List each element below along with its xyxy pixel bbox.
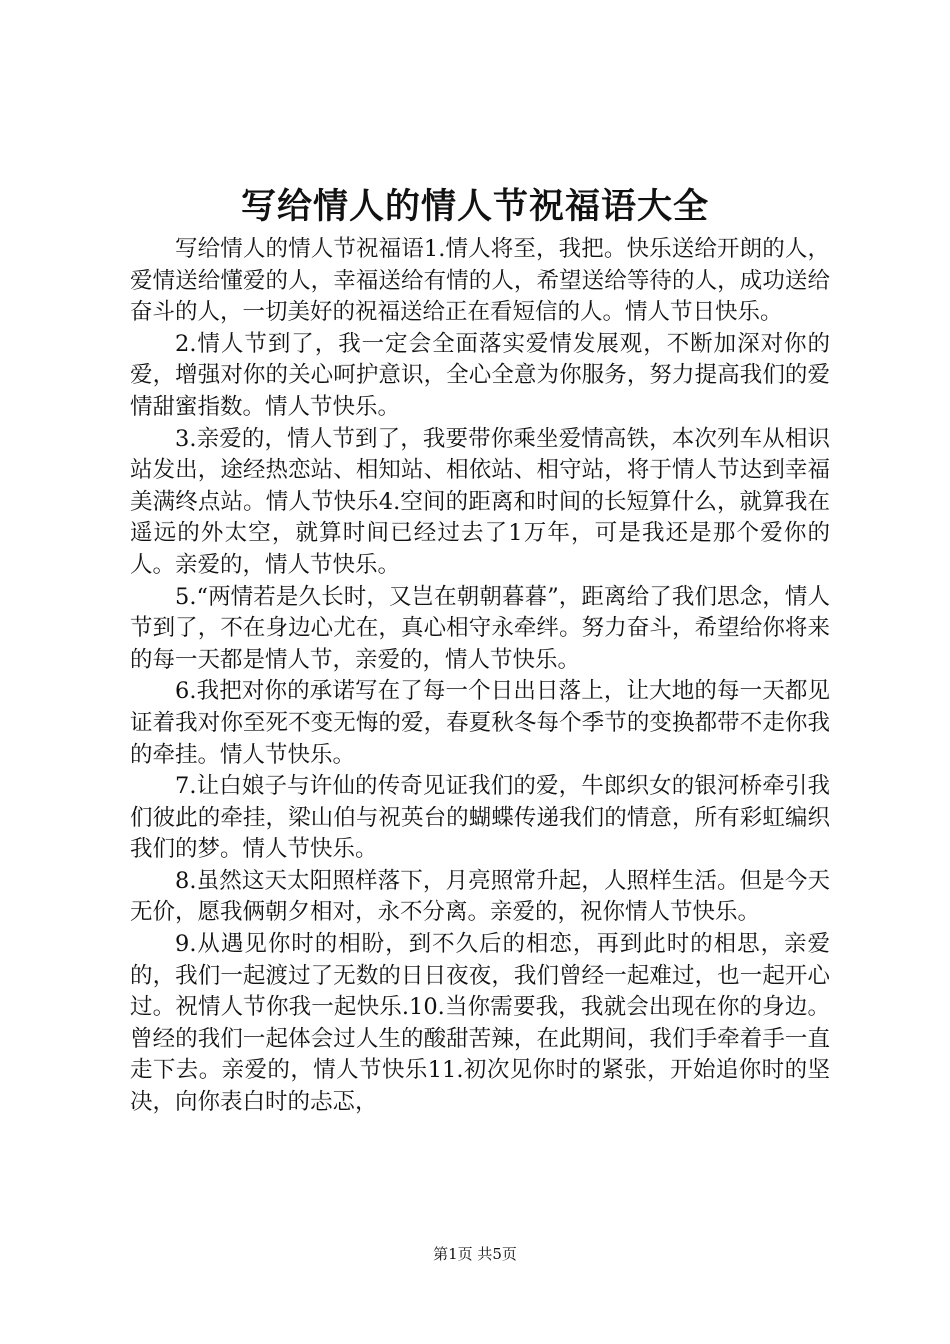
paragraph-7: 7.让白娘子与许仙的传奇见证我们的爱，牛郎织女的银河桥牵引我们彼此的牵挂，梁山伯与祝英台的蝴蝶传递我们的情意，所有彩虹编织我们的梦。情人节快乐。 — [130, 773, 830, 863]
paragraph-9: 9.从遇见你时的相盼，到不久后的相恋，再到此时的相思，亲爱的，我们一起渡过了无数的日日夜夜，我们曾经一起难过，也一起开心过。祝情人节你我一起快乐.10.当你需要我，我就会出现在你的身边。曾经的我们一起体会过人生的酸甜苦辣，在此期间，我们手牵着手一直走下去。亲爱的，情人节快乐11.初次见你时的紧张，开始追你时的坚决，向你表白时的忐忑， — [130, 931, 830, 1116]
paragraph-3: 3.亲爱的，情人节到了，我要带你乘坐爱情高铁，本次列车从相识站发出，途经热恋站、相知站、相依站、相守站，将于情人节达到幸福美满终点站。情人节快乐4.空间的距离和时间的长短算什么，就算我在遥远的外太空，就算时间已经过去了1万年，可是我还是那个爱你的人。亲爱的，情人节快乐。 — [130, 425, 830, 578]
paragraph-5: 5.“两情若是久长时，又岂在朝朝暮暮”，距离给了我们思念，情人节到了，不在身边心尤在，真心相守永牵绊。努力奋斗，希望给你将来的每一天都是情人节，亲爱的，情人节快乐。 — [130, 583, 830, 673]
document-body — [130, 234, 830, 1119]
page-number-footer: 第1页 共5页 — [433, 1245, 517, 1263]
paragraph-2: 2.情人节到了，我一定会全面落实爱情发展观，不断加深对你的爱，增强对你的关心呵护意识，全心全意为你服务，努力提高我们的爱情甜蜜指数。情人节快乐。 — [130, 330, 830, 420]
document-title: 写给情人的情人节祝福语大全 — [240, 186, 709, 227]
paragraph-6: 6.我把对你的承诺写在了每一个日出日落上，让大地的每一天都见证着我对你至死不变无悔的爱，春夏秋冬每个季节的变换都带不走你我的牵挂。情人节快乐。 — [130, 678, 830, 768]
paragraph-8: 8.虽然这天太阳照样落下，月亮照常升起，人照样生活。但是今天无价，愿我俩朝夕相对，永不分离。亲爱的，祝你情人节快乐。 — [130, 867, 830, 926]
paragraph-1: 写给情人的情人节祝福语1.情人将至，我把。快乐送给开朗的人，爱情送给懂爱的人，幸福送给有情的人，希望送给等待的人，成功送给奋斗的人，一切美好的祝福送给正在看短信的人。情人节日快乐。 — [130, 236, 830, 326]
